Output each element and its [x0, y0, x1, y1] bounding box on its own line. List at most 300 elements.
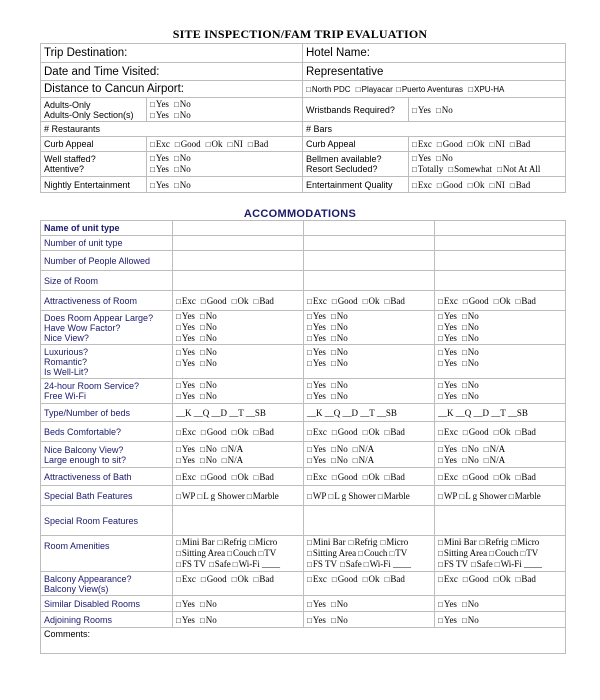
comments-field[interactable]	[41, 628, 566, 654]
balcony-appearance-options-2[interactable]	[304, 572, 435, 596]
option-label: Nightly Entertainment	[44, 179, 131, 190]
option-label: Bad	[521, 295, 536, 306]
checkbox-icon[interactable]	[232, 427, 238, 437]
checkbox-icon[interactable]	[494, 472, 500, 482]
adjoining-rooms-options-2[interactable]	[304, 612, 435, 628]
balcony-view-options-3[interactable]	[435, 442, 566, 468]
attractiveness-room-options-1[interactable]	[173, 291, 304, 311]
checkbox-icon[interactable]	[438, 296, 444, 306]
checkbox-icon[interactable]	[307, 311, 313, 321]
unit-count-cell-2[interactable]	[304, 236, 435, 251]
nightly-entertainment-label	[41, 177, 147, 193]
option-label: Safe	[214, 559, 231, 569]
special-bath-options-3[interactable]	[435, 486, 566, 506]
option-label: __K __Q __D __T __SB	[438, 407, 528, 418]
option-label: No	[336, 391, 348, 401]
option-label: Refrig	[223, 537, 247, 547]
checkbox-icon[interactable]	[176, 444, 182, 454]
unit-count-cell-1[interactable]	[173, 236, 304, 251]
special-bath-options-1[interactable]	[173, 486, 304, 506]
balcony-view-options-1[interactable]	[173, 442, 304, 468]
option-label: Bad	[259, 295, 274, 306]
bars-field[interactable]	[303, 122, 566, 137]
distance-field[interactable]	[41, 81, 303, 98]
checkbox-icon[interactable]	[176, 391, 182, 401]
option-label: No	[205, 380, 217, 390]
checkbox-icon[interactable]	[438, 444, 444, 454]
checkbox-icon[interactable]	[200, 455, 206, 465]
option-label: Safe	[476, 559, 493, 569]
option-label: Exc	[443, 426, 458, 437]
option-label: Yes	[155, 109, 169, 120]
type-beds-label	[41, 404, 173, 422]
checkbox-icon[interactable]	[438, 380, 444, 390]
option-label: Exc	[312, 471, 327, 482]
option-label: No	[467, 311, 479, 321]
option-label: No	[179, 179, 191, 190]
checkbox-icon[interactable]	[176, 311, 182, 321]
option-label: Ok	[499, 295, 511, 306]
entertainment-quality-label	[303, 177, 409, 193]
checkbox-icon[interactable]	[412, 180, 418, 190]
representative-field[interactable]	[303, 63, 566, 81]
option-label: No	[467, 322, 479, 332]
option-label: Good	[468, 574, 489, 584]
checkbox-icon[interactable]	[412, 139, 418, 149]
checkbox-icon[interactable]	[437, 180, 443, 190]
special-bath-options-2[interactable]	[304, 486, 435, 506]
option-label: Special Room Features	[44, 515, 139, 526]
checkbox-icon[interactable]	[176, 472, 182, 482]
hotel-name-field[interactable]	[303, 44, 566, 63]
checkbox-icon[interactable]	[209, 559, 215, 569]
option-label: Does Room Appear Large?	[44, 312, 154, 323]
similar-disabled-label	[41, 596, 173, 612]
checkbox-icon[interactable]	[150, 153, 156, 163]
checkbox-icon[interactable]	[201, 427, 207, 437]
checkbox-icon[interactable]	[438, 311, 444, 321]
option-label: Trip Destination:	[44, 47, 128, 59]
checkbox-icon[interactable]	[307, 455, 313, 465]
option-label: No	[179, 153, 191, 163]
unit-name-cell-3[interactable]	[435, 221, 566, 236]
option-label: N/A	[227, 454, 244, 465]
option-label: Puerto Aventuras	[401, 84, 464, 94]
option-label: No	[205, 333, 217, 343]
checkbox-icon[interactable]	[176, 380, 182, 390]
people-cell-1[interactable]	[173, 251, 304, 271]
option-label: Entertainment Quality	[306, 179, 393, 190]
unit-name-cell-1[interactable]	[173, 221, 304, 236]
checkbox-icon[interactable]	[438, 574, 444, 584]
option-label: Attentive?	[44, 164, 85, 174]
checkbox-icon[interactable]	[494, 427, 500, 437]
option-label: Exc	[181, 295, 196, 306]
date-time-field[interactable]	[41, 63, 303, 81]
checkbox-icon[interactable]	[176, 599, 182, 609]
type-beds-field-2[interactable]	[304, 404, 435, 422]
beds-comfortable-options-1[interactable]	[173, 422, 304, 442]
checkbox-icon[interactable]	[438, 391, 444, 401]
option-label: Exc	[443, 574, 458, 584]
checkbox-icon[interactable]	[463, 427, 469, 437]
option-label: Yes	[181, 443, 195, 454]
option-label: No	[467, 358, 479, 368]
option-label: Mini Bar	[181, 537, 215, 547]
option-label: Mini Bar	[443, 537, 477, 547]
option-label: Ok	[368, 426, 380, 437]
checkbox-icon[interactable]	[412, 105, 418, 115]
location-options	[303, 81, 566, 98]
checkbox-icon[interactable]	[468, 180, 474, 190]
checkbox-icon[interactable]	[437, 139, 443, 149]
option-label: Is Well-Lit?	[44, 366, 89, 377]
checkbox-icon[interactable]	[363, 472, 369, 482]
checkbox-icon[interactable]	[438, 559, 444, 569]
option-label: Similar Disabled Rooms	[44, 598, 141, 609]
option-label: Good	[206, 295, 227, 306]
type-beds-field-1[interactable]	[173, 404, 304, 422]
checkbox-icon[interactable]	[200, 444, 206, 454]
option-label: Yes	[181, 454, 195, 465]
option-label: Mini Bar	[312, 537, 346, 547]
option-label: Yes	[155, 98, 169, 109]
option-label: No	[205, 443, 217, 454]
option-label: FS TV	[181, 559, 206, 569]
checkbox-icon[interactable]	[331, 444, 337, 454]
special-room-cell-3[interactable]	[435, 506, 566, 536]
location-playacar-checkbox[interactable]	[356, 85, 362, 94]
option-label: N/A	[227, 443, 244, 454]
option-label: Exc	[312, 574, 327, 584]
checkbox-icon[interactable]	[463, 296, 469, 306]
checkbox-icon[interactable]	[307, 574, 313, 584]
checkbox-icon[interactable]	[150, 164, 156, 174]
option-label: Bad	[515, 179, 531, 190]
checkbox-icon[interactable]	[332, 427, 338, 437]
attractiveness-room-options-2[interactable]	[304, 291, 435, 311]
option-label: Good	[206, 574, 227, 584]
appear-large-options-3[interactable]	[435, 311, 566, 345]
room-amenities-label	[41, 536, 173, 572]
wristbands-options[interactable]	[409, 98, 566, 122]
option-label: Sitting Area	[181, 548, 226, 558]
option-label: Special Bath Features	[44, 490, 133, 501]
special-room-cell-2[interactable]	[304, 506, 435, 536]
checkbox-icon[interactable]	[150, 180, 156, 190]
size-cell-3[interactable]	[435, 271, 566, 291]
checkbox-icon[interactable]	[175, 139, 181, 149]
beds-comfortable-label	[41, 422, 173, 442]
checkbox-icon[interactable]	[201, 472, 207, 482]
checkbox-icon[interactable]	[201, 574, 207, 584]
adults-only-options[interactable]	[147, 98, 303, 122]
beds-comfortable-options-3[interactable]	[435, 422, 566, 442]
option-label: Exc	[181, 471, 196, 482]
attractiveness-bath-options-1[interactable]	[173, 468, 304, 486]
checkbox-icon[interactable]	[307, 391, 313, 401]
checkbox-icon[interactable]	[176, 427, 182, 437]
checkbox-icon[interactable]	[331, 455, 337, 465]
luxurious-options-3[interactable]	[435, 345, 566, 379]
curb-appeal-label-2	[303, 137, 409, 152]
checkbox-icon[interactable]	[307, 472, 313, 482]
option-label: No	[205, 311, 217, 321]
option-label: No	[467, 454, 479, 465]
checkbox-icon[interactable]	[438, 537, 444, 547]
checkbox-icon[interactable]	[438, 347, 444, 357]
checkbox-icon[interactable]	[307, 599, 313, 609]
option-label: Bad	[390, 574, 405, 584]
checkbox-icon[interactable]	[471, 559, 477, 569]
option-label: Couch	[232, 548, 257, 558]
option-label: Not At All	[502, 164, 541, 174]
size-cell-1[interactable]	[173, 271, 304, 291]
option-label: Yes	[417, 104, 431, 115]
option-label: No	[179, 109, 191, 120]
adjoining-rooms-options-1[interactable]	[173, 612, 304, 628]
room-amenities-options-2[interactable]	[304, 536, 435, 572]
adjoining-rooms-options-3[interactable]	[435, 612, 566, 628]
checkbox-icon[interactable]	[176, 455, 182, 465]
option-label: FS TV	[443, 559, 468, 569]
beds-comfortable-options-2[interactable]	[304, 422, 435, 442]
checkbox-icon[interactable]	[307, 548, 313, 558]
option-label: Yes	[181, 380, 195, 390]
checkbox-icon[interactable]	[307, 380, 313, 390]
checkbox-icon[interactable]	[176, 548, 182, 558]
room-service-options-2[interactable]	[304, 379, 435, 404]
bellmen-options[interactable]	[409, 152, 566, 177]
checkbox-icon[interactable]	[307, 491, 313, 501]
appear-large-options-1[interactable]	[173, 311, 304, 345]
unit-name-cell-2[interactable]	[304, 221, 435, 236]
checkbox-icon[interactable]	[332, 296, 338, 306]
checkbox-icon[interactable]	[332, 574, 338, 584]
option-label: Comments:	[44, 629, 91, 639]
checkbox-icon[interactable]	[307, 615, 313, 625]
name-of-unit-label	[41, 221, 173, 236]
option-label: Micro	[255, 537, 278, 547]
option-label: No	[336, 443, 348, 454]
option-label: WP	[312, 490, 327, 501]
curb-appeal-options[interactable]	[147, 137, 303, 152]
checkbox-icon[interactable]	[232, 472, 238, 482]
option-label: No	[441, 104, 453, 115]
checkbox-icon[interactable]	[307, 537, 313, 547]
option-label: NI	[495, 139, 505, 149]
checkbox-icon[interactable]	[462, 444, 468, 454]
checkbox-icon[interactable]	[307, 322, 313, 332]
attractiveness-bath-options-2[interactable]	[304, 468, 435, 486]
room-amenities-options-3[interactable]	[435, 536, 566, 572]
option-label: Bad	[515, 139, 531, 149]
option-label: Exc	[312, 295, 327, 306]
option-label: Large enough to sit?	[44, 454, 127, 465]
balcony-appearance-options-1[interactable]	[173, 572, 304, 596]
option-label: Bad	[521, 471, 536, 482]
checkbox-icon[interactable]	[201, 296, 207, 306]
checkbox-icon[interactable]	[438, 599, 444, 609]
option-label: N/A	[358, 454, 375, 465]
option-label: Exc	[155, 139, 170, 149]
checkbox-icon[interactable]	[232, 574, 238, 584]
option-label: TV	[264, 548, 277, 558]
checkbox-icon[interactable]	[206, 139, 212, 149]
checkbox-icon[interactable]	[176, 322, 182, 332]
checkbox-icon[interactable]	[307, 444, 313, 454]
people-cell-3[interactable]	[435, 251, 566, 271]
option-label: Yes	[312, 443, 326, 454]
room-service-options-3[interactable]	[435, 379, 566, 404]
checkbox-icon[interactable]	[176, 491, 182, 501]
luxurious-options-2[interactable]	[304, 345, 435, 379]
checkbox-icon[interactable]	[438, 615, 444, 625]
option-label: Yes	[181, 391, 195, 401]
checkbox-icon[interactable]	[340, 559, 346, 569]
location-puerto-aventuras-checkbox[interactable]	[396, 85, 402, 94]
option-label: No	[205, 598, 217, 609]
option-label: Nice View?	[44, 332, 89, 343]
balcony-view-options-2[interactable]	[304, 442, 435, 468]
trip-destination-field[interactable]	[41, 44, 303, 63]
option-label: Good	[337, 471, 358, 482]
option-label: Well staffed?	[44, 154, 96, 164]
option-label: Ok	[237, 471, 249, 482]
option-label: Couch	[494, 548, 519, 558]
option-label: Yes	[312, 614, 326, 625]
checkbox-icon[interactable]	[307, 296, 313, 306]
option-label: No	[441, 153, 453, 163]
option-label: Yes	[155, 164, 169, 174]
option-label: Bad	[521, 426, 536, 437]
option-label: Yes	[181, 347, 195, 357]
checkbox-icon[interactable]	[438, 333, 444, 343]
checkbox-icon[interactable]	[307, 347, 313, 357]
option-label: FS TV	[312, 559, 337, 569]
luxurious-options-1[interactable]	[173, 345, 304, 379]
checkbox-icon[interactable]	[150, 99, 156, 109]
option-label: Marble	[252, 490, 279, 501]
checkbox-icon[interactable]	[438, 322, 444, 332]
entertainment-quality-options[interactable]	[409, 177, 566, 193]
option-label: Bad	[259, 426, 274, 437]
type-beds-field-3[interactable]	[435, 404, 566, 422]
option-label: Distance to Cancun Airport:	[44, 83, 184, 95]
checkbox-icon[interactable]	[176, 296, 182, 306]
checkbox-icon[interactable]	[438, 455, 444, 465]
option-label: Yes	[443, 598, 457, 609]
appear-large-label	[41, 311, 173, 345]
checkbox-icon[interactable]	[307, 427, 313, 437]
balcony-appearance-options-3[interactable]	[435, 572, 566, 596]
checkbox-icon[interactable]	[438, 472, 444, 482]
option-label: No	[467, 598, 479, 609]
checkbox-icon[interactable]	[176, 574, 182, 584]
checkbox-icon[interactable]	[176, 615, 182, 625]
checkbox-icon[interactable]	[438, 548, 444, 558]
checkbox-icon[interactable]	[494, 574, 500, 584]
checkbox-icon[interactable]	[176, 559, 182, 569]
checkbox-icon[interactable]	[363, 296, 369, 306]
option-label: Marble	[514, 490, 541, 501]
curb-appeal-options-2[interactable]	[409, 137, 566, 152]
option-label: Good	[337, 574, 358, 584]
room-service-options-1[interactable]	[173, 379, 304, 404]
checkbox-icon[interactable]	[363, 574, 369, 584]
option-label: Marble	[383, 490, 410, 501]
option-label: No	[205, 322, 217, 332]
checkbox-icon[interactable]	[412, 153, 418, 163]
checkbox-icon[interactable]	[150, 139, 156, 149]
checkbox-icon[interactable]	[332, 472, 338, 482]
option-label: Curb Appeal	[306, 139, 356, 149]
checkbox-icon[interactable]	[307, 559, 313, 569]
option-label: XPU-HA	[474, 84, 505, 94]
checkbox-icon[interactable]	[176, 358, 182, 368]
checkbox-icon[interactable]	[462, 455, 468, 465]
checkbox-icon[interactable]	[438, 358, 444, 368]
checkbox-icon[interactable]	[232, 296, 238, 306]
checkbox-icon[interactable]	[438, 491, 444, 501]
size-cell-2[interactable]	[304, 271, 435, 291]
checkbox-icon[interactable]	[150, 110, 156, 120]
checkbox-icon[interactable]	[468, 139, 474, 149]
option-label: Free Wi-Fi	[44, 391, 86, 401]
similar-disabled-options-2[interactable]	[304, 596, 435, 612]
option-label: Yes	[181, 322, 195, 332]
people-cell-2[interactable]	[304, 251, 435, 271]
accommodations-title: ACCOMMODATIONS	[243, 208, 357, 220]
similar-disabled-options-3[interactable]	[435, 596, 566, 612]
similar-disabled-options-1[interactable]	[173, 596, 304, 612]
adjoining-rooms-label	[41, 612, 173, 628]
accommodations-table	[40, 220, 566, 654]
option-label: Attractiveness of Room	[44, 295, 138, 306]
checkbox-icon[interactable]	[463, 472, 469, 482]
checkbox-icon[interactable]	[363, 427, 369, 437]
option-label: Bad	[390, 295, 405, 306]
option-label: Luxurious?	[44, 346, 89, 357]
checkbox-icon[interactable]	[176, 537, 182, 547]
option-label: No	[336, 454, 348, 465]
checkbox-icon[interactable]	[494, 296, 500, 306]
location-north-pdc-checkbox[interactable]	[306, 85, 312, 94]
option-label: Exc	[417, 179, 432, 190]
staffing-options[interactable]	[147, 152, 303, 177]
nightly-entertainment-options[interactable]	[147, 177, 303, 193]
unit-count-cell-3[interactable]	[435, 236, 566, 251]
checkbox-icon[interactable]	[307, 333, 313, 343]
checkbox-icon[interactable]	[438, 427, 444, 437]
checkbox-icon[interactable]	[463, 574, 469, 584]
checkbox-icon[interactable]	[176, 333, 182, 343]
bellmen-label	[303, 152, 409, 177]
checkbox-icon[interactable]	[412, 164, 418, 174]
attractiveness-bath-options-3[interactable]	[435, 468, 566, 486]
room-amenities-options-1[interactable]	[173, 536, 304, 572]
option-label: N/A	[489, 454, 506, 465]
option-label: Bad	[259, 471, 274, 482]
appear-large-options-2[interactable]	[304, 311, 435, 345]
checkbox-icon[interactable]	[176, 347, 182, 357]
restaurants-field[interactable]	[41, 122, 303, 137]
attractiveness-room-options-3[interactable]	[435, 291, 566, 311]
checkbox-icon[interactable]	[307, 358, 313, 368]
option-label: Totally	[417, 164, 444, 174]
option-label: Name of unit type	[44, 223, 120, 233]
special-room-cell-1[interactable]	[173, 506, 304, 536]
